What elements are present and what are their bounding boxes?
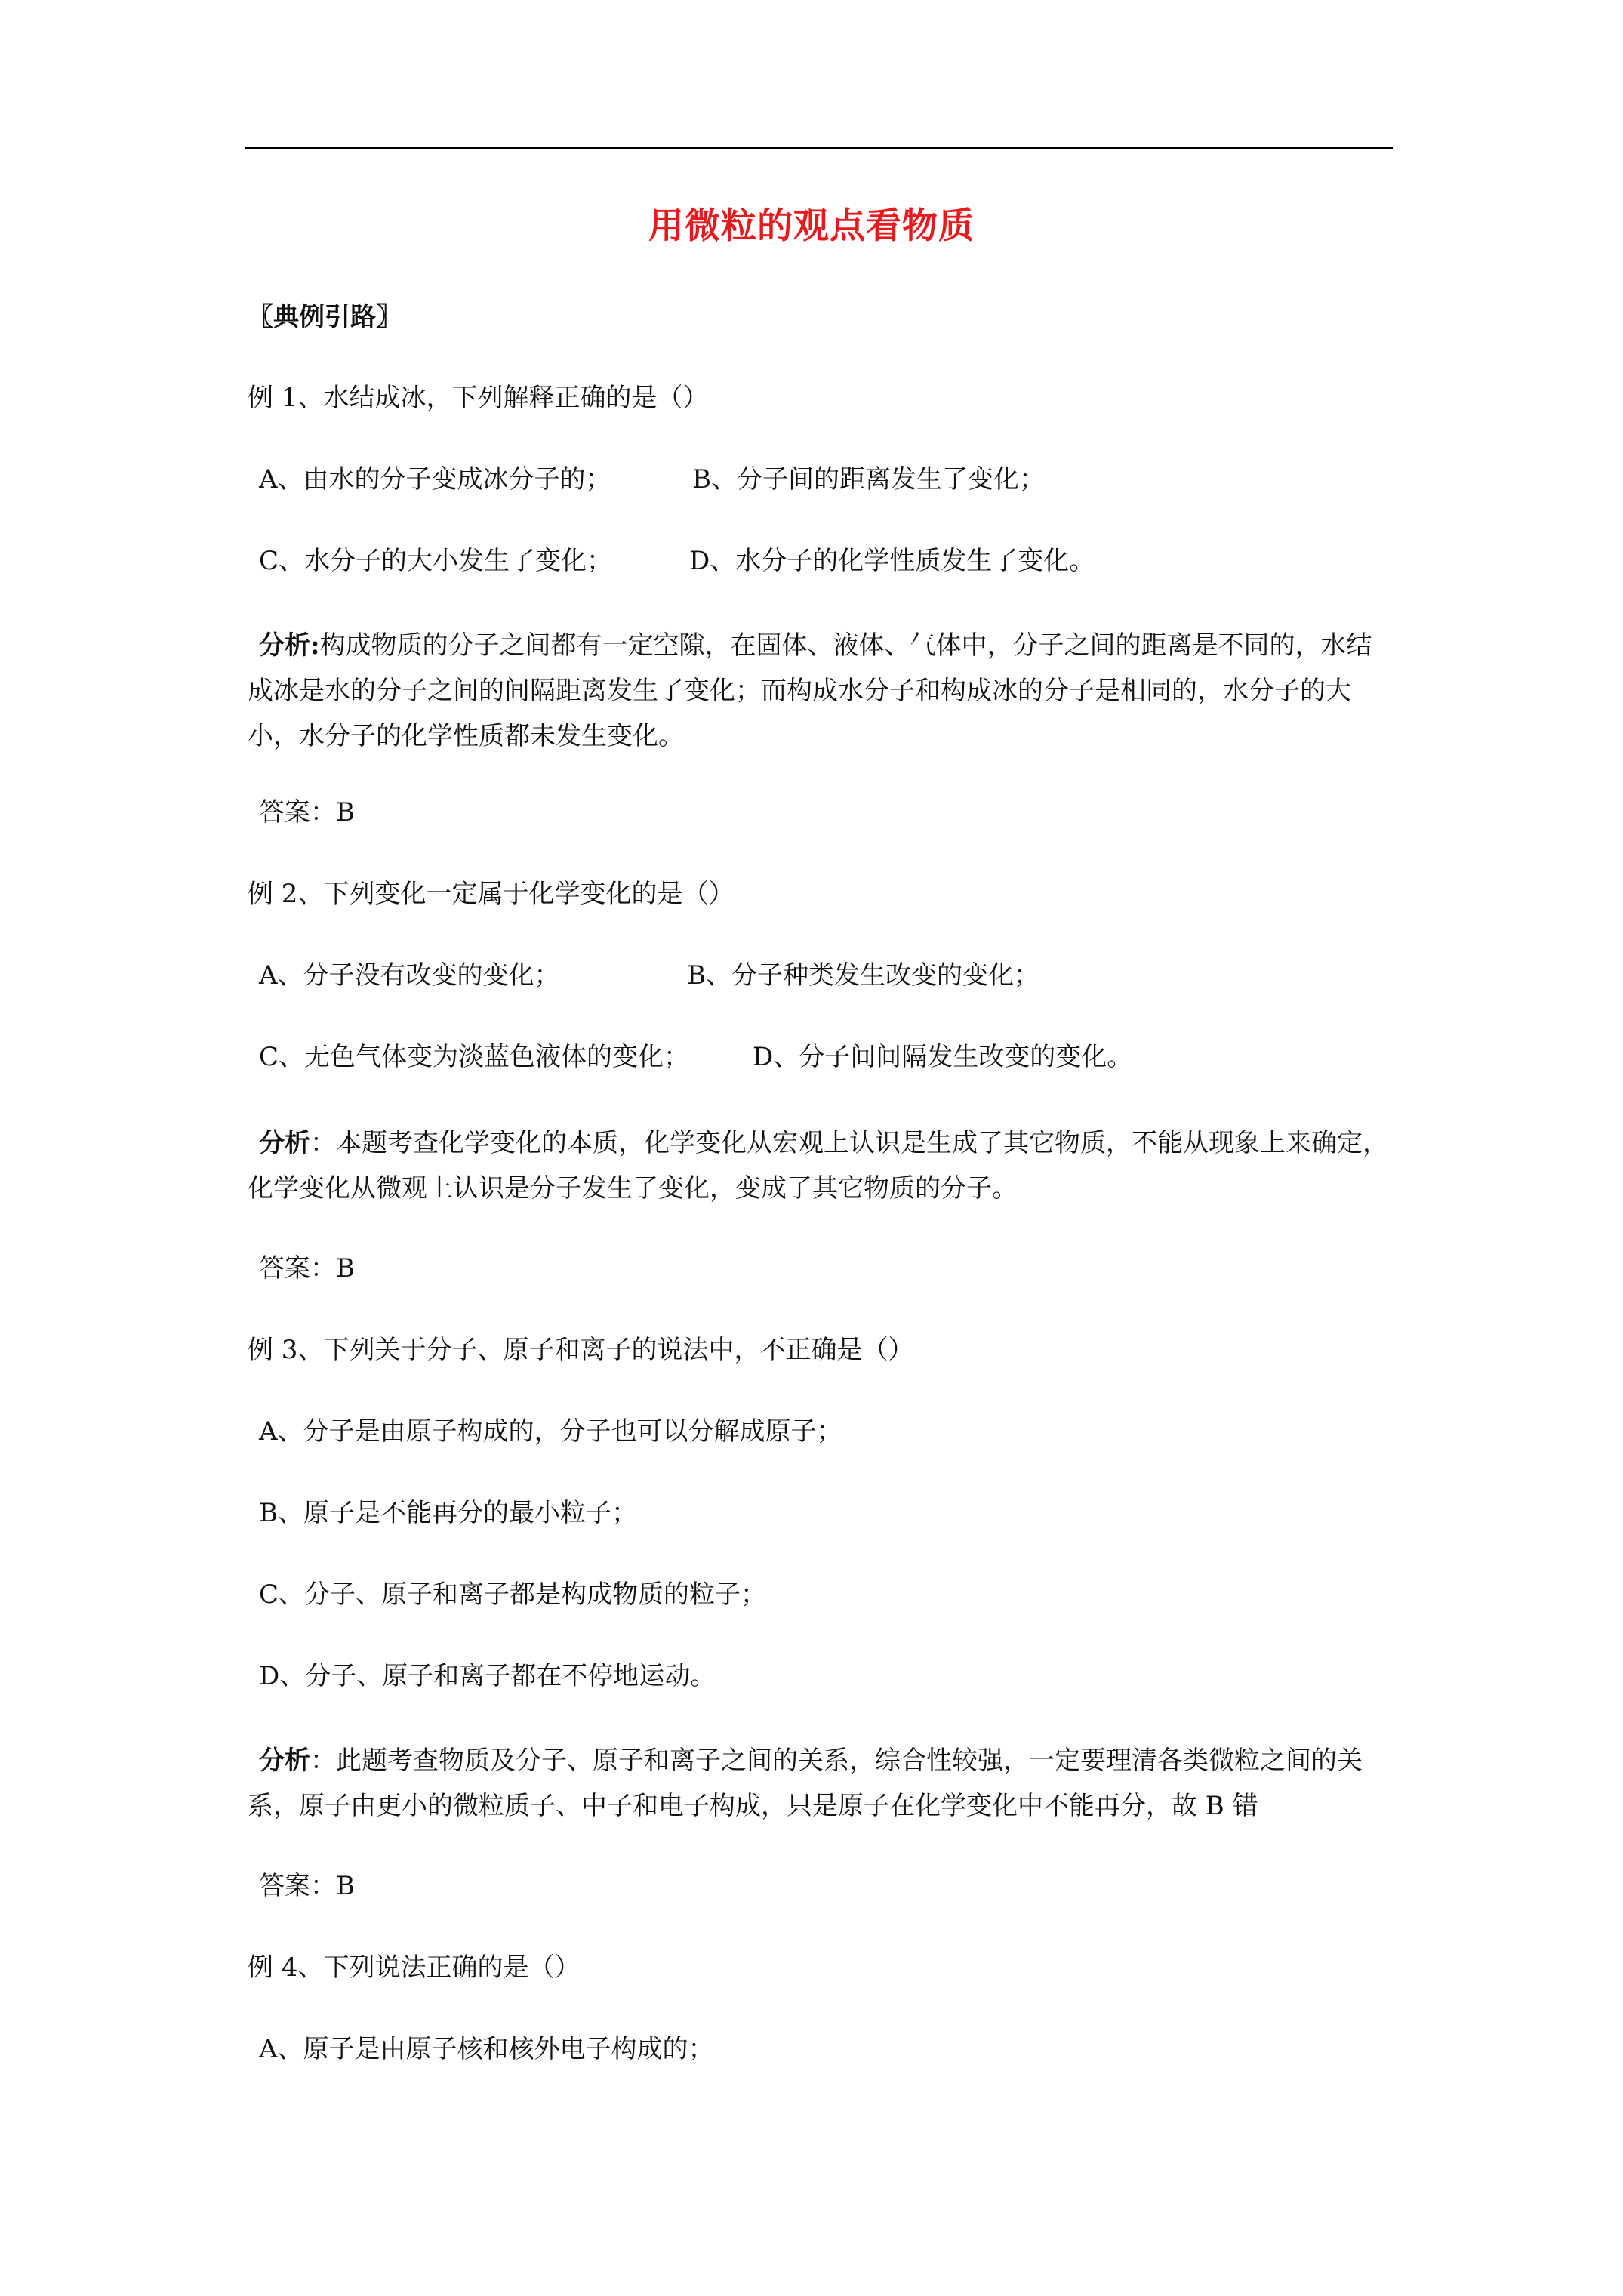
example-2-option-d: D、分子间间隔发生改变的变化。: [753, 1042, 1133, 1072]
example-1-option-b: B、分子间的距离发生了变化；: [692, 464, 1045, 495]
example-3-option-d: D、分子、原子和离子都在不停地运动。: [259, 1661, 716, 1691]
example-1-option-d: D、水分子的化学性质发生了变化。: [689, 546, 1095, 576]
example-3-question: 例 3、下列关于分子、原子和离子的说法中，不正确是（）: [248, 1335, 914, 1365]
example-1-question: 例 1、水结成冰，下列解释正确的是（）: [248, 383, 709, 413]
example-1-answer: 答案：B: [259, 797, 355, 827]
example-1-analysis-text: 构成物质的分子之间都有一定空隙，在固体、液体、气体中，分子之间的距离是不同的，水结成冰是水的分子之间的间隔距离发生了变化；而构成水分子和构成冰的分子是相同的，水分子的大小，水分子的化学性质都未发生变化。: [248, 630, 1372, 751]
example-2-analysis: [248, 1120, 1395, 1211]
example-3-option-a: A、分子是由原子构成的，分子也可以分解成原子；: [259, 1416, 842, 1447]
example-2-option-b: B、分子种类发生改变的变化；: [687, 960, 1039, 991]
example-4-question: 例 4、下列说法正确的是（）: [248, 1952, 581, 1983]
example-3-analysis-label: 分析: [259, 1746, 310, 1776]
example-2-analysis-text: ：本题考查化学变化的本质，化学变化从宏观上认识是生成了其它物质，不能从现象上来确定，化学变化从微观上认识是分子发生了变化，变成了其它物质的分子。: [248, 1128, 1388, 1203]
example-2-analysis-label: 分析: [259, 1128, 310, 1158]
example-3-analysis-text: ：此题考查物质及分子、原子和离子之间的关系，综合性较强，一定要理清各类微粒之间的关系，原子由更小的微粒质子、中子和电子构成，只是原子在化学变化中不能再分，故 B 错: [248, 1746, 1363, 1821]
example-3-option-b: B、原子是不能再分的最小粒子；: [259, 1498, 637, 1528]
header-rule: [245, 147, 1393, 149]
example-3-analysis: [248, 1738, 1395, 1829]
example-3-answer: 答案：B: [259, 1871, 355, 1901]
example-2-option-c: C、无色气体变为淡蓝色液体的变化；: [259, 1042, 690, 1072]
example-2-question: 例 2、下列变化一定属于化学变化的是（）: [248, 879, 735, 909]
example-4-option-a: A、原子是由原子核和核外电子构成的；: [259, 2034, 714, 2064]
example-1-analysis: [248, 623, 1395, 759]
section-header: 〖典例引路〗: [248, 302, 402, 332]
example-2-answer: 答案：B: [259, 1253, 355, 1284]
example-1-option-c: C、水分子的大小发生了变化；: [259, 546, 613, 576]
example-3-option-c: C、分子、原子和离子都是构成物质的粒子；: [259, 1579, 767, 1610]
page-title: 用微粒的观点看物质: [648, 205, 975, 247]
example-1-analysis-label: 分析:: [259, 630, 320, 661]
example-2-option-a: A、分子没有改变的变化；: [259, 960, 560, 991]
example-1-option-a: A、由水的分子变成冰分子的；: [259, 464, 611, 495]
